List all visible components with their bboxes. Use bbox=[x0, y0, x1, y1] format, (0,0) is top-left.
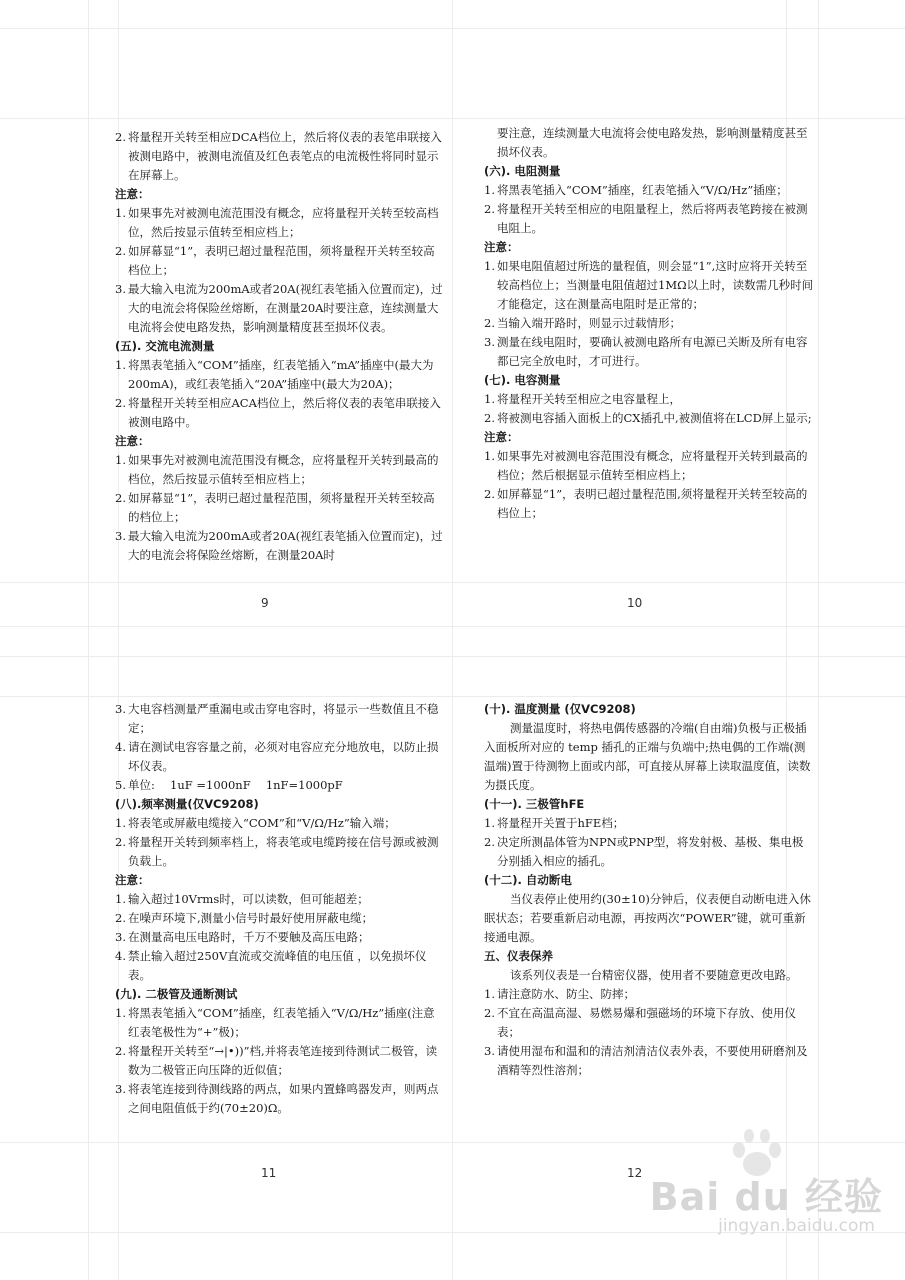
list-item bbox=[115, 280, 445, 337]
list-item-text: 如屏幕显“1”，表明已超过量程范围，须将量程开关转至较高档位上； bbox=[128, 244, 435, 277]
page-number-11: 11 bbox=[261, 1166, 277, 1180]
list-item-text: 如果事先对被测电流范围没有概念，应将量程开关转到最高的档位，然后按显示值转至相应档上； bbox=[128, 453, 439, 486]
list-item bbox=[115, 738, 445, 776]
note-heading: 注意： bbox=[484, 240, 519, 254]
list-item-text: 不宜在高温高湿、易燃易爆和强磁场的环境下存放、使用仪表； bbox=[497, 1006, 796, 1039]
list-item-number: 1. bbox=[115, 206, 126, 220]
list-item-text: 决定所测晶体管为NPN或PNP型，将发射极、基极、集电极分别插入相应的插孔。 bbox=[497, 835, 804, 868]
list-item-number: 2. bbox=[484, 487, 495, 501]
list-item-number: 3. bbox=[115, 1082, 126, 1096]
page-number-12: 12 bbox=[627, 1166, 643, 1180]
list-item-number: 1. bbox=[115, 892, 126, 906]
list-item-number: 2. bbox=[484, 1006, 495, 1020]
list-item bbox=[115, 204, 445, 242]
list-item-text: 如屏幕显“1”，表明已超过量程范围,须将量程开关转至较高的档位上； bbox=[497, 487, 808, 520]
list-item-text: 将量程开关转至相应之电容量程上， bbox=[497, 392, 681, 406]
list-item-number: 2. bbox=[115, 244, 126, 258]
list-item bbox=[484, 200, 814, 238]
list-item-text: 将量程开关转至相应DCA档位上，然后将仪表的表笔串联接入被测电路中，被测电流值及红色表笔点的电流极性将同时显示在屏幕上。 bbox=[128, 130, 442, 182]
list-item-text: 如果事先对被测电流范围没有概念，应将量程开关转至较高档位，然后按显示值转至相应档上； bbox=[128, 206, 439, 239]
list-item-text: 将黑表笔插入“COM”插座，红表笔插入“V/Ω/Hz”插座； bbox=[497, 183, 788, 197]
list-item-number: 2. bbox=[115, 130, 126, 144]
list-item bbox=[484, 833, 814, 871]
list-item-text: 将被测电容插入面板上的CX插孔中,被测值将在LCD屏上显示; bbox=[497, 411, 812, 425]
list-item bbox=[115, 1080, 445, 1118]
list-item bbox=[484, 985, 814, 1004]
list-item-text: 将量程开关转至“→|•))”档,并将表笔连接到待测试二极管，读数为二极管正向压降的近似值； bbox=[128, 1044, 438, 1077]
list-item bbox=[115, 242, 445, 280]
list-item-number: 4. bbox=[115, 740, 126, 754]
paragraph: 测量温度时，将热电偶传感器的冷端(自由端)负极与正极插入面板所对应的 temp 插孔的正端与负端中;热电偶的工作端(测温端)置于待测物上面或内部，可直接从屏幕上读取温度值，读数为摄氏度。 bbox=[484, 721, 811, 792]
list-item-number: 1. bbox=[484, 449, 495, 463]
list-item-text: 如屏幕显“1”，表明已超过量程范围，须将量程开关转至较高的档位上； bbox=[128, 491, 435, 524]
list-item-number: 2. bbox=[115, 491, 126, 505]
list-item-number: 3. bbox=[484, 335, 495, 349]
list-item bbox=[115, 890, 445, 909]
list-item-text: 最大输入电流为200mA或者20A(视红表笔插入位置而定)，过大的电流会将保险丝熔断，在测量20A时要注意，连续测量大电流将会使电路发热，影响测量精度甚至损坏仪表。 bbox=[128, 282, 443, 334]
list-item-number: 3. bbox=[484, 1044, 495, 1058]
list-item bbox=[115, 527, 445, 565]
page-11-content bbox=[115, 700, 445, 1118]
list-item-number: 4. bbox=[115, 949, 126, 963]
list-item bbox=[484, 333, 814, 371]
note-heading: 注意： bbox=[484, 430, 519, 444]
list-item-text: 将表笔或屏蔽电缆接入“COM”和“V/Ω/Hz”输入端； bbox=[128, 816, 396, 830]
list-item bbox=[484, 1004, 814, 1042]
grid-line bbox=[818, 0, 819, 1280]
section-heading: (十二). 自动断电 bbox=[484, 873, 572, 887]
list-item-number: 3. bbox=[115, 702, 126, 716]
list-item-text: 请使用湿布和温和的清洁剂清洁仪表外表，不要使用研磨剂及酒精等烈性溶剂； bbox=[497, 1044, 808, 1077]
list-item bbox=[115, 947, 445, 985]
list-item bbox=[484, 390, 814, 409]
list-item bbox=[115, 356, 445, 394]
list-item bbox=[115, 814, 445, 833]
list-item bbox=[115, 909, 445, 928]
list-item-text: 如果电阻值超过所选的量程值，则会显“1”,这时应将开关转至较高档位上；当测量电阻值超过1MΩ以上时，读数需几秒时间才能稳定，这在测量高电阻时是正常的； bbox=[497, 259, 814, 311]
list-item-number: 2. bbox=[115, 396, 126, 410]
page-10-content bbox=[484, 124, 814, 523]
continued-text: 要注意，连续测量大电流将会使电路发热，影响测量精度甚至损坏仪表。 bbox=[497, 126, 808, 159]
list-item bbox=[484, 485, 814, 523]
baidu-watermark-url: jingyan.baidu.com bbox=[718, 1216, 875, 1236]
list-item bbox=[115, 776, 445, 795]
list-item-number: 2. bbox=[484, 316, 495, 330]
list-item bbox=[115, 700, 445, 738]
note-heading: 注意： bbox=[115, 187, 150, 201]
list-item bbox=[484, 409, 814, 428]
list-item-number: 3. bbox=[115, 529, 126, 543]
list-item-text: 测量在线电阻时，要确认被测电路所有电源已关断及所有电容都已完全放电时，才可进行。 bbox=[497, 335, 808, 368]
list-item-text: 将量程开关转到频率档上，将表笔或电缆跨接在信号源或被测负载上。 bbox=[128, 835, 439, 868]
list-item-number: 2. bbox=[115, 835, 126, 849]
section-heading: (十一). 三极管hFE bbox=[484, 797, 585, 811]
page-number-10: 10 bbox=[627, 596, 643, 610]
list-item bbox=[484, 181, 814, 200]
note-heading: 注意： bbox=[115, 434, 150, 448]
list-item bbox=[115, 394, 445, 432]
list-item-text: 当输入端开路时，则显示过载情形； bbox=[497, 316, 681, 330]
list-item-text: 禁止输入超过250V直流或交流峰值的电压值 ，以免损坏仪表。 bbox=[128, 949, 427, 982]
list-item bbox=[484, 314, 814, 333]
list-item-number: 1. bbox=[115, 358, 126, 372]
list-item-text: 如果事先对被测电容范围没有概念，应将量程开关转到最高的档位；然后根据显示值转至相应档上； bbox=[497, 449, 808, 482]
section-heading: (七). 电容测量 bbox=[484, 373, 561, 387]
grid-line bbox=[452, 0, 453, 1280]
list-item bbox=[115, 451, 445, 489]
list-item-number: 2. bbox=[115, 1044, 126, 1058]
list-item bbox=[115, 489, 445, 527]
list-item bbox=[115, 128, 445, 185]
list-item bbox=[484, 447, 814, 485]
list-item-number: 1. bbox=[484, 816, 495, 830]
list-item-text: 将量程开关转至相应ACA档位上，然后将仪表的表笔串联接入被测电路中。 bbox=[128, 396, 441, 429]
section-heading: (八).频率测量(仅VC9208) bbox=[115, 797, 259, 811]
list-item-number: 1. bbox=[115, 453, 126, 467]
list-item-number: 2. bbox=[484, 202, 495, 216]
section-heading: (五). 交流电流测量 bbox=[115, 339, 215, 353]
section-heading: 五、仪表保养 bbox=[484, 949, 553, 963]
list-item-number: 2. bbox=[484, 835, 495, 849]
list-item-text: 最大输入电流为200mA或者20A(视红表笔插入位置而定)，过大的电流会将保险丝熔断，在测量20A时 bbox=[128, 529, 443, 562]
section-heading: (十). 温度测量 (仅VC9208) bbox=[484, 702, 636, 716]
list-item-text: 将黑表笔插入“COM”插座，红表笔插入“V/Ω/Hz”插座(注意红表笔极性为“+”极)； bbox=[128, 1006, 435, 1039]
list-item-text: 请在测试电容容量之前，必须对电容应充分地放电，以防止损坏仪表。 bbox=[128, 740, 439, 773]
list-item-number: 1. bbox=[484, 183, 495, 197]
list-item-number: 5. bbox=[115, 778, 126, 792]
note-heading: 注意： bbox=[115, 873, 150, 887]
list-item-text: 将量程开关转至相应的电阻量程上，然后将两表笔跨接在被测电阻上。 bbox=[497, 202, 808, 235]
list-item-number: 1. bbox=[484, 392, 495, 406]
list-item bbox=[484, 1042, 814, 1080]
list-item-number: 1. bbox=[484, 259, 495, 273]
list-item-number: 1. bbox=[484, 987, 495, 1001]
page-number-9: 9 bbox=[261, 596, 269, 610]
list-item bbox=[484, 257, 814, 314]
paragraph: 该系列仪表是一台精密仪器，使用者不要随意更改电路。 bbox=[510, 968, 798, 982]
list-item-text: 将量程开关置于hFE档； bbox=[497, 816, 625, 830]
list-item-text: 将黑表笔插入“COM”插座，红表笔插入“mA”插座中(最大为200mA)，或红表笔插入“20A”插座中(最大为20A)； bbox=[128, 358, 434, 391]
list-item-text: 输入超过10Vrms时，可以读数，但可能超差； bbox=[128, 892, 369, 906]
baidu-watermark-logo: Bai du 经验 bbox=[649, 1175, 883, 1219]
list-item-text: 在噪声环境下,测量小信号时最好使用屏蔽电缆； bbox=[128, 911, 374, 925]
list-item-text: 将表笔连接到待测线路的两点，如果内置蜂鸣器发声，则两点之间电阻值低于约(70±20)Ω。 bbox=[128, 1082, 439, 1115]
list-item-text: 单位: 1uF =1000nF 1nF=1000pF bbox=[128, 778, 343, 792]
list-item bbox=[115, 833, 445, 871]
page-9-content bbox=[115, 128, 445, 565]
list-item-text: 大电容档测量严重漏电或击穿电容时，将显示一些数值且不稳定； bbox=[128, 702, 439, 735]
list-item-number: 3. bbox=[115, 930, 126, 944]
list-item bbox=[115, 1004, 445, 1042]
list-item-text: 请注意防水、防尘、防摔； bbox=[497, 987, 635, 1001]
section-heading: (六). 电阻测量 bbox=[484, 164, 561, 178]
list-item-number: 2. bbox=[115, 911, 126, 925]
list-item-number: 3. bbox=[115, 282, 126, 296]
grid-line bbox=[88, 0, 89, 1280]
page-12-content bbox=[484, 700, 814, 1080]
list-item bbox=[115, 928, 445, 947]
paragraph: 当仪表停止使用约(30±10)分钟后，仪表便自动断电进入休眠状态；若要重新启动电源，再按两次“POWER”键，就可重新接通电源。 bbox=[484, 892, 811, 944]
list-item bbox=[115, 1042, 445, 1080]
list-item-number: 1. bbox=[115, 816, 126, 830]
list-item-number: 2. bbox=[484, 411, 495, 425]
list-item-text: 在测量高电压电路时，千万不要触及高压电路； bbox=[128, 930, 370, 944]
list-item bbox=[484, 814, 814, 833]
list-item-number: 1. bbox=[115, 1006, 126, 1020]
section-heading: (九). 二极管及通断测试 bbox=[115, 987, 238, 1001]
